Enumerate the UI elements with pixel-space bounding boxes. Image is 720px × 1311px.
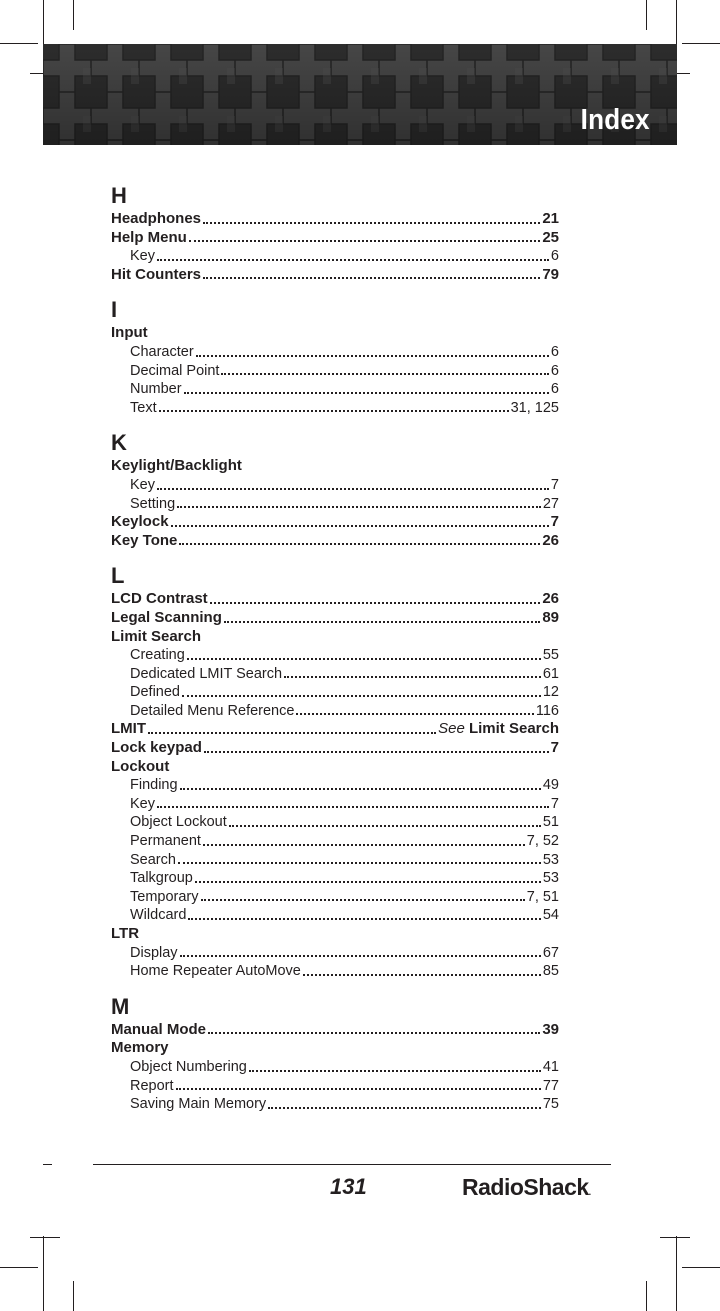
index-subentry (111, 813, 559, 832)
entry-label: Detailed Menu Reference (130, 702, 295, 719)
page-reference: 67 (542, 944, 559, 961)
entry-label: LMIT (111, 720, 146, 738)
entry-label: Display (130, 944, 178, 961)
page-reference: 6 (550, 362, 559, 379)
entry-label: Lock keypad (111, 739, 202, 757)
index-section-h (111, 182, 559, 284)
index-subentry (111, 702, 559, 721)
crop-mark (682, 1267, 720, 1268)
see-reference: See (438, 720, 465, 738)
dot-leader (268, 1107, 541, 1109)
dot-leader (176, 1088, 541, 1090)
page-reference: 39 (542, 1020, 559, 1038)
entry-label: LTR (111, 925, 140, 942)
entry-label: Text (130, 399, 157, 416)
index-entry (111, 628, 559, 647)
index-entry (111, 210, 559, 229)
page-reference: 7, 51 (526, 888, 559, 905)
index-subentry (111, 1058, 559, 1077)
dot-leader (180, 788, 541, 790)
entry-label: Key (130, 248, 155, 265)
index-section-i (111, 296, 559, 417)
dot-leader (210, 602, 541, 604)
dot-leader (177, 506, 541, 508)
index-section-k (111, 429, 559, 550)
entry-label: Manual Mode (111, 1020, 207, 1038)
dot-leader (187, 658, 541, 660)
entry-label: Help Menu (111, 228, 187, 246)
page-reference: 7 (550, 476, 559, 493)
page-reference: 49 (542, 777, 559, 794)
dot-leader (157, 488, 549, 490)
entry-label: Saving Main Memory (130, 1096, 267, 1113)
index-subentry (111, 906, 559, 925)
entry-label: Character (130, 343, 194, 360)
index-subentry (111, 1077, 559, 1096)
section-letter: H (111, 183, 127, 208)
dot-leader (208, 1032, 540, 1034)
entry-label: Input (111, 324, 148, 342)
page-reference: 12 (542, 684, 559, 701)
entry-label: Object Numbering (130, 1058, 247, 1075)
dot-leader (203, 222, 540, 224)
page-reference: 51 (542, 814, 559, 831)
entry-label: Key Tone (111, 531, 178, 549)
dot-leader (195, 881, 541, 883)
entry-label: Dedicated LMIT Search (130, 665, 283, 682)
index-subentry (111, 646, 559, 665)
page-reference: 21 (542, 210, 559, 227)
entry-label: Report (130, 1077, 174, 1094)
page-reference: 75 (542, 1096, 559, 1113)
footer-rule-tick (43, 1164, 52, 1165)
index-section-l (111, 562, 559, 980)
page-reference: Limit Search (468, 720, 559, 738)
crop-mark (73, 1281, 74, 1311)
index-subentry (111, 869, 559, 888)
page-reference: 79 (542, 265, 559, 283)
footer-rule (93, 1164, 611, 1165)
dot-leader (182, 695, 541, 697)
entry-label: Key (130, 476, 155, 493)
page-reference: 26 (542, 590, 559, 608)
section-letter: I (111, 297, 118, 323)
section-letter: K (111, 430, 127, 456)
entry-label: Keylight/Backlight (111, 457, 242, 475)
index-entry (111, 324, 559, 343)
entry-label: Finding (130, 777, 178, 794)
dot-leader (148, 732, 436, 734)
index-entry (111, 266, 559, 285)
entry-label: Lockout (111, 757, 170, 775)
index-entry (111, 513, 559, 532)
entry-label: LCD Contrast (111, 590, 208, 608)
entry-label: Keylock (111, 513, 169, 531)
index-subentry (111, 665, 559, 684)
index-entry (111, 720, 559, 739)
entry-label: Search (130, 851, 176, 868)
radioshack-logo (462, 1174, 591, 1201)
dot-leader (196, 355, 549, 357)
page-reference: 55 (542, 647, 559, 664)
entry-label: Memory (111, 1039, 169, 1057)
brand-mark: . (588, 1187, 591, 1197)
page-reference: 7, 52 (526, 833, 559, 850)
index-subentry (111, 888, 559, 907)
entry-label: Number (130, 381, 182, 398)
entry-label: Headphones (111, 210, 202, 227)
index-entry (111, 1039, 559, 1058)
page-title: Index (580, 104, 650, 136)
page-reference: 26 (542, 531, 559, 549)
page-reference: 41 (542, 1058, 559, 1075)
crop-mark (660, 1237, 690, 1238)
crop-mark (0, 43, 38, 44)
crop-mark (30, 1237, 60, 1238)
index-subentry (111, 495, 559, 514)
page-reference: 85 (542, 963, 559, 980)
index-entry (111, 739, 559, 758)
entry-label: Talkgroup (130, 870, 193, 887)
page-reference: 53 (542, 870, 559, 887)
dot-leader (178, 862, 541, 864)
dot-leader (159, 410, 509, 412)
entry-label: Legal Scanning (111, 608, 222, 626)
index-subentry (111, 476, 559, 495)
entry-label: Limit Search (111, 627, 202, 645)
crop-mark (676, 1236, 677, 1311)
page-reference: 7 (550, 795, 559, 812)
entry-label: Temporary (130, 888, 199, 905)
page-reference: 6 (550, 343, 559, 360)
index-entry (111, 925, 559, 944)
page-reference: 27 (542, 495, 559, 512)
index-subentry (111, 362, 559, 381)
index-entry (111, 532, 559, 551)
entry-label: Home Repeater AutoMove (130, 963, 301, 980)
dot-leader (303, 974, 541, 976)
dot-leader (201, 899, 525, 901)
dot-leader (224, 621, 540, 623)
entry-label: Creating (130, 647, 185, 664)
index-entry (111, 590, 559, 609)
dot-leader (204, 751, 549, 753)
index-subentry (111, 962, 559, 981)
entry-label: Hit Counters (111, 265, 201, 283)
crop-mark (43, 1236, 44, 1311)
dot-leader (203, 277, 540, 279)
index-subentry (111, 399, 559, 418)
section-letter: L (111, 563, 125, 589)
dot-leader (157, 259, 549, 261)
entry-label: Wildcard (130, 907, 187, 924)
section-letter: M (111, 993, 130, 1019)
dot-leader (203, 844, 525, 846)
page-reference: 6 (550, 381, 559, 398)
page-reference: 6 (550, 248, 559, 265)
entry-label: Setting (130, 495, 176, 512)
entry-label: Defined (130, 684, 180, 701)
entry-label: Key (130, 795, 155, 812)
dot-leader (296, 713, 533, 715)
dot-leader (229, 825, 541, 827)
index-subentry (111, 832, 559, 851)
index-entry (111, 1021, 559, 1040)
dot-leader (221, 373, 548, 375)
page-reference: 31, 125 (510, 399, 559, 416)
crop-mark (646, 1281, 647, 1311)
index-subentry (111, 851, 559, 870)
index-entry (111, 758, 559, 777)
page-number: 131 (330, 1174, 367, 1199)
index-subentry (111, 683, 559, 702)
index-subentry (111, 1095, 559, 1114)
dot-leader (180, 955, 541, 957)
crop-mark (73, 0, 74, 30)
page-reference: 25 (542, 228, 559, 246)
index-subentry (111, 380, 559, 399)
entry-label: Permanent (130, 833, 201, 850)
index-entry (111, 609, 559, 628)
dot-leader (249, 1070, 541, 1072)
page-reference: 54 (542, 907, 559, 924)
index-subentry (111, 776, 559, 795)
index-subentry (111, 795, 559, 814)
dot-leader (184, 392, 549, 394)
page-reference: 116 (535, 702, 559, 719)
index-subentry (111, 247, 559, 266)
entry-label: Decimal Point (130, 362, 220, 379)
dot-leader (157, 806, 549, 808)
dot-leader (171, 525, 549, 527)
index-subentry (111, 944, 559, 963)
page-reference: 7 (550, 739, 559, 757)
index-subentry (111, 343, 559, 362)
index-entry (111, 457, 559, 476)
crop-mark (682, 43, 720, 44)
index-section-m (111, 993, 559, 1114)
crop-mark (646, 0, 647, 30)
page-reference: 89 (542, 608, 559, 626)
page-reference: 61 (542, 665, 559, 682)
page-reference: 7 (550, 513, 559, 531)
crop-mark (0, 1267, 38, 1268)
index-entry (111, 229, 559, 248)
dot-leader (189, 240, 540, 242)
index-list (111, 182, 559, 1126)
brand-name: RadioShack (462, 1174, 589, 1200)
dot-leader (188, 918, 540, 920)
page-reference: 53 (542, 851, 559, 868)
dot-leader (284, 676, 541, 678)
page-reference: 77 (542, 1077, 559, 1094)
dot-leader (179, 543, 540, 545)
entry-label: Object Lockout (130, 814, 227, 831)
